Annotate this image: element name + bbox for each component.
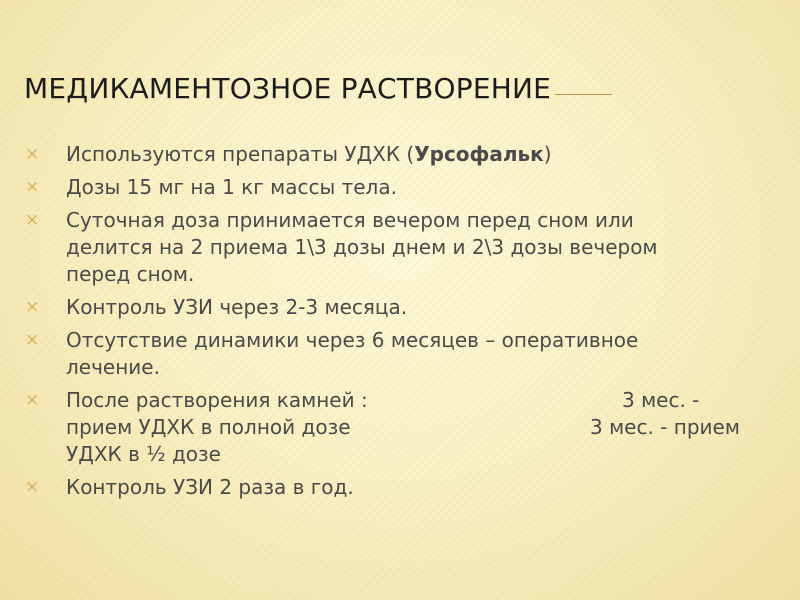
bullet-marker-icon: × — [25, 330, 40, 350]
bullet-item-yearly-control — [0, 474, 800, 501]
bullet-text: прием УДХК в полной дозе — [66, 415, 351, 439]
bullet-item-after-dissolution — [0, 387, 800, 468]
bullet-text: Суточная доза принимается вечером перед сном или — [66, 208, 634, 232]
bullet-marker-icon: × — [25, 297, 40, 317]
bullet-marker-icon: × — [25, 477, 40, 497]
bullet-text: Дозы 15 мг на 1 кг массы тела. — [66, 175, 397, 199]
bullet-text: перед сном. — [66, 262, 195, 286]
bullet-text: Контроль УЗИ через 2-3 месяца. — [66, 295, 408, 319]
bullet-item-daily-dose — [0, 207, 800, 288]
title-rule — [555, 94, 612, 95]
bullet-marker-icon: × — [25, 144, 40, 164]
bullet-line — [66, 141, 800, 168]
bullet-item-no-dynamics — [0, 327, 800, 381]
bullet-text: ) — [543, 142, 552, 166]
bullet-text: делится на 2 приема 1\3 дозы днем и 2\3 дозы вечером — [66, 235, 658, 259]
bullet-text: После растворения камней : — [66, 388, 368, 412]
bullet-text: лечение. — [66, 355, 160, 379]
bullet-text: 3 мес. - — [622, 388, 700, 412]
bullet-text: 3 мес. - прием — [590, 415, 740, 439]
bullet-text-bold: Урсофальк — [414, 142, 544, 166]
bullet-line — [66, 387, 800, 414]
bullet-text: Используются препараты УДХК ( — [66, 142, 415, 166]
bullet-item-dose — [0, 174, 800, 201]
bullet-line — [66, 414, 800, 441]
bullet-list — [0, 141, 800, 507]
bullet-item-ultrasound-control — [0, 294, 800, 321]
bullet-marker-icon: × — [25, 390, 40, 410]
bullet-text: УДХК в ½ дозе — [66, 442, 221, 466]
bullet-marker-icon: × — [25, 210, 40, 230]
bullet-text: Контроль УЗИ 2 раза в год. — [66, 475, 354, 499]
bullet-text: Отсутствие динамики через 6 месяцев – оперативное — [66, 328, 639, 352]
slide-title: МЕДИКАМЕНТОЗНОЕ РАСТВОРЕНИЕ — [24, 72, 551, 105]
bullet-marker-icon: × — [25, 177, 40, 197]
bullet-item-drugs — [0, 141, 800, 168]
